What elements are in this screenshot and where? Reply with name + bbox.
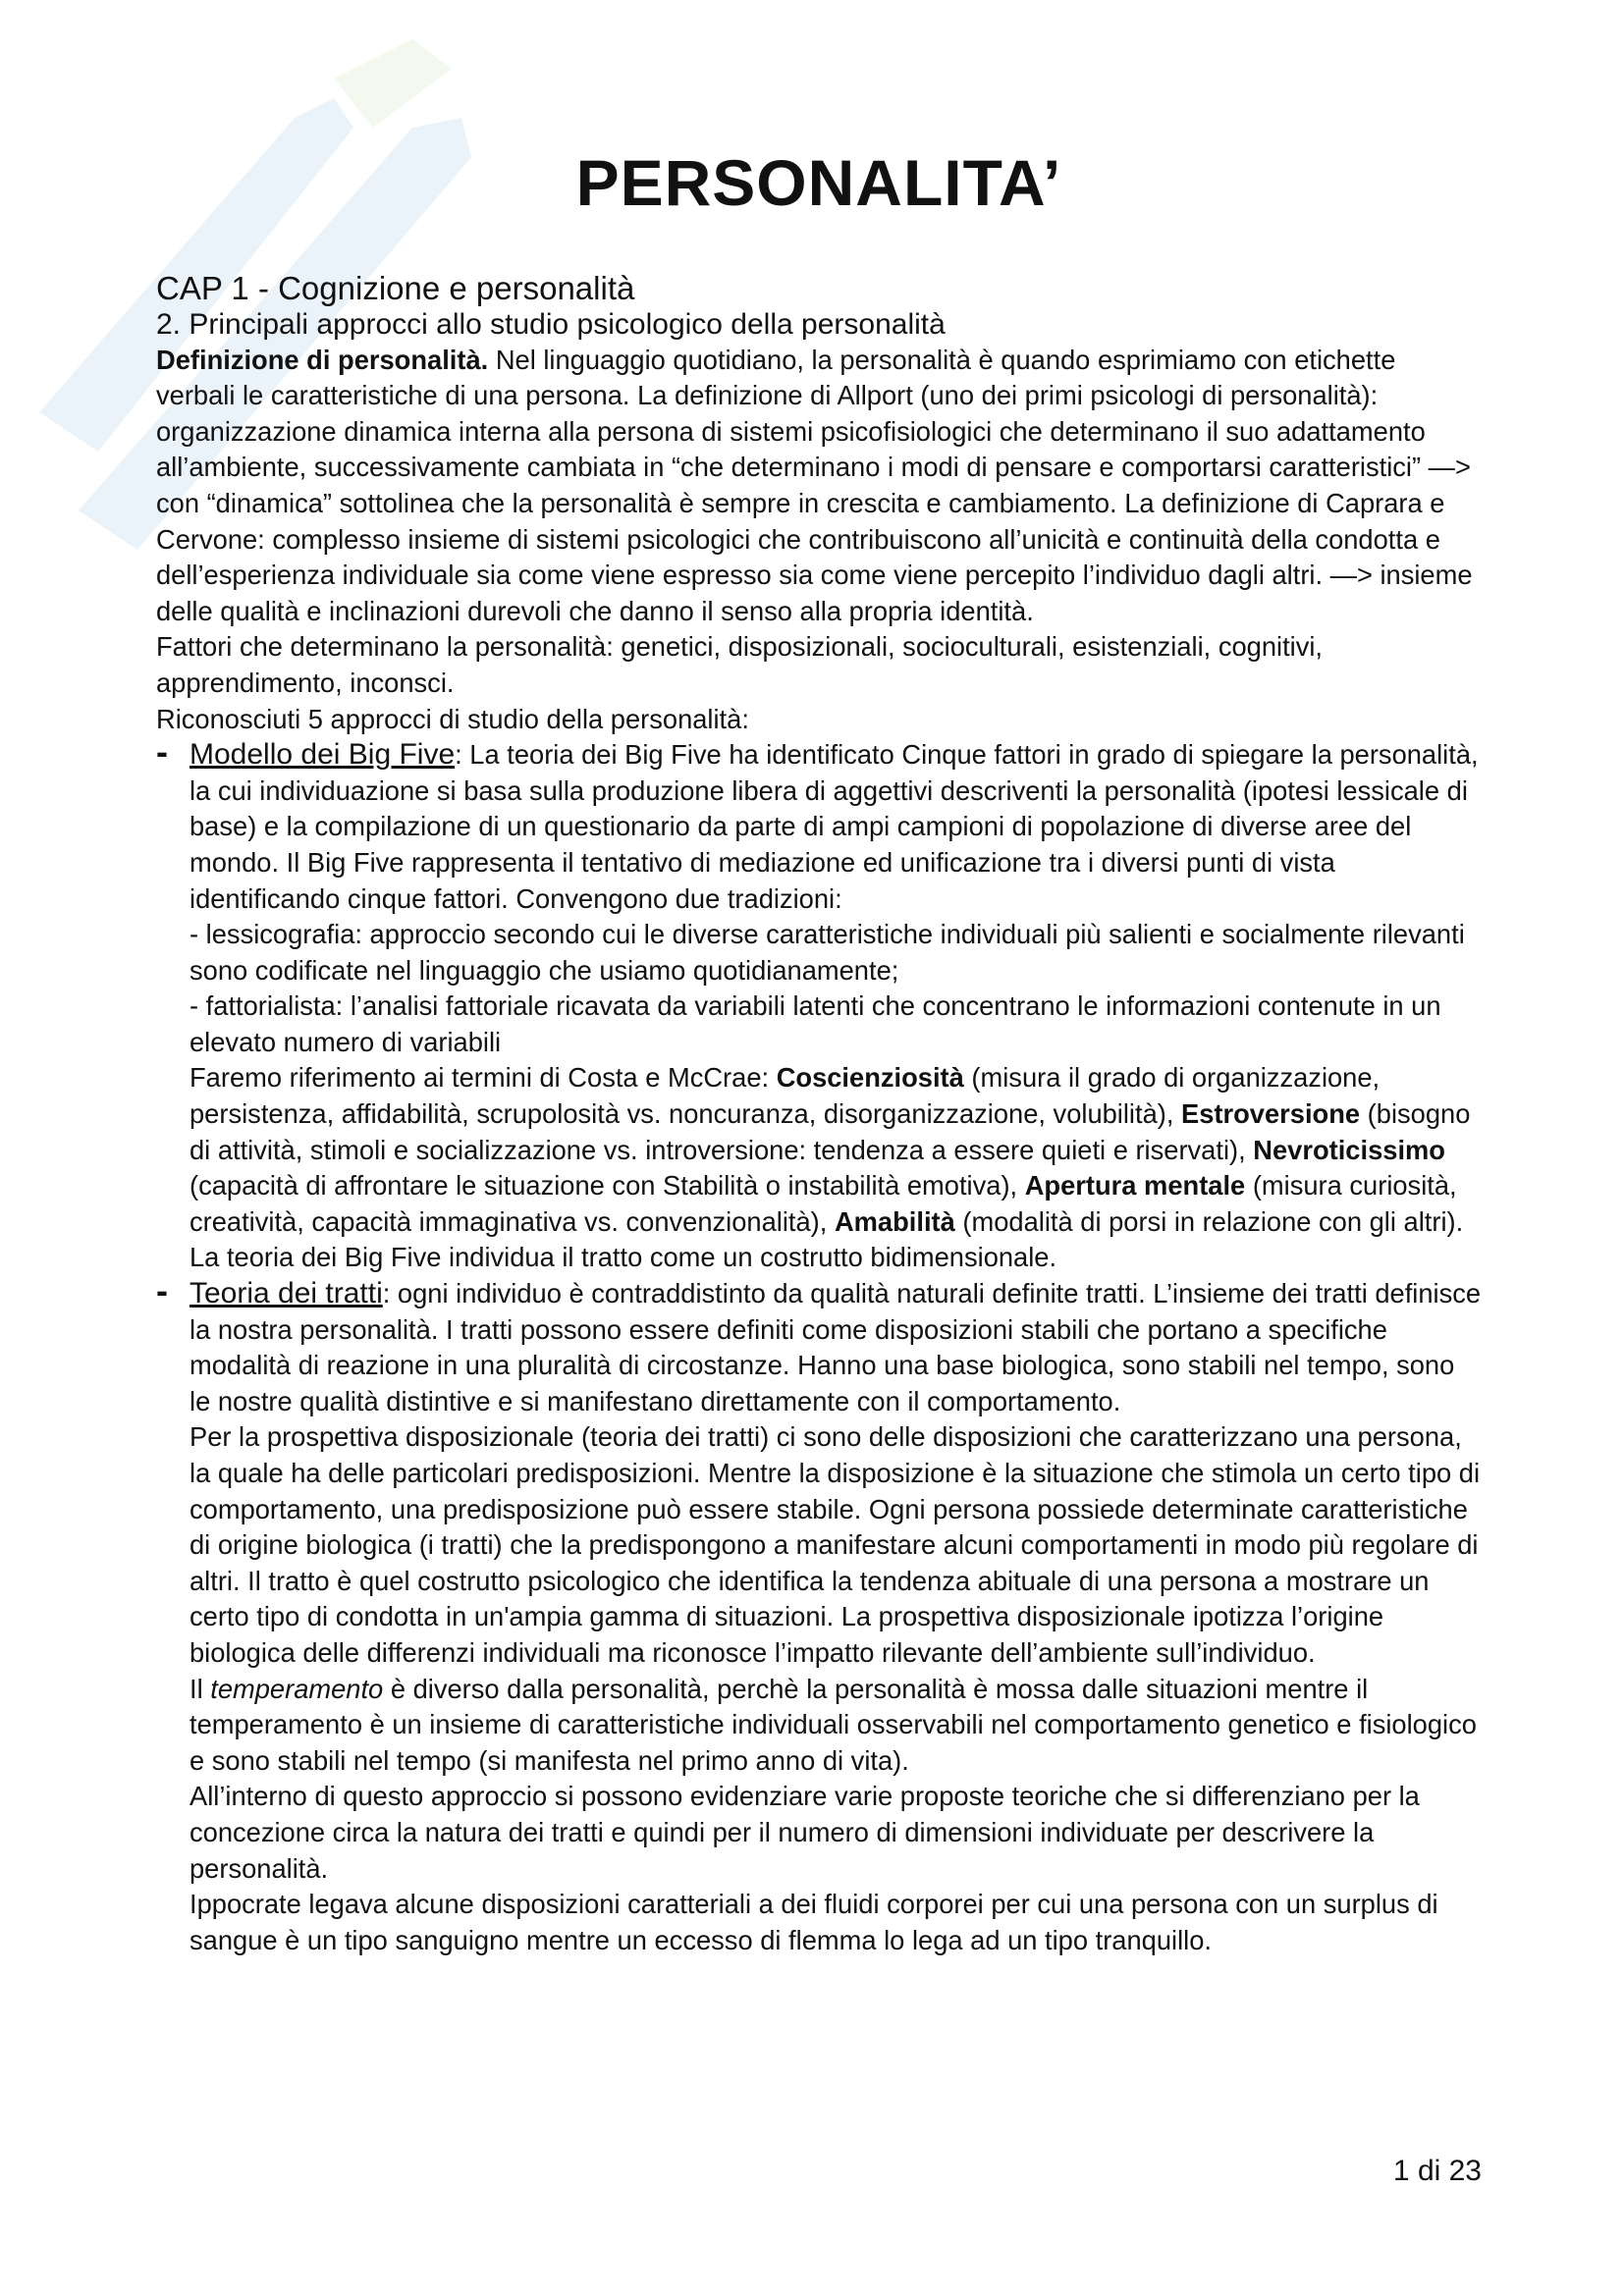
text-span: Il — [189, 1673, 211, 1704]
approaches-paragraph: Riconosciuti 5 approcci di studio della personalità: — [156, 703, 749, 734]
big-five-heading: Modello dei Big Five — [189, 738, 456, 772]
section-heading: 2. Principali approcci allo studio psicologico della personalità — [156, 307, 946, 341]
term-amabilita: Amabilità — [834, 1205, 955, 1237]
text-span: (misura curiosità, creatività, capacità immaginativa vs. convenzionalità), — [189, 1170, 1457, 1237]
fattorialista-item: - fattorialista: l’analisi fattoriale ricavata da variabili latenti che concentrano le informazioni contenute in un elevato numero di variabili — [189, 990, 1441, 1057]
big-five-bullet — [156, 731, 1482, 1276]
definition-text: Nel linguaggio quotidiano, la personalità è quando esprimiamo con etichette verbali le caratteristiche di una persona. La definizione di Allport (uno dei primi psicologi di personalità): organizzazione dinamica interna alla persona di sistemi psicofisiologici che determinano il suo adattamento all’ambiente, successivamente cambiata in “che determinano i modi di pensare e comportarsi caratteristici” —> con “dinamica” sottolinea che la personalità è sempre in crescita e cambiamento. La definizione di Caprara e Cervone: complesso insieme di sistemi psicologici che contribuiscono all’unicità e continuità della condotta e dell’esperienza individuale sia come viene espresso sia come viene percepito l’individuo dagli altri. —> insieme delle qualità e inclinazioni durevoli che danno il senso alla propria identità. — [156, 344, 1473, 626]
traits-intro — [189, 1276, 1482, 1419]
term-estroversione: Estroversione — [1181, 1098, 1361, 1130]
term-apertura-mentale: Apertura mentale — [1024, 1170, 1246, 1201]
dispositional-paragraph: Per la prospettiva disposizionale (teoria dei tratti) ci sono delle disposizioni che caratterizzano una persona, la quale ha delle particolari predisposizioni. Mentre la disposizione è la situazione che stimola un certo tipo di comportamento, una predisposizione può essere stabile. Ogni persona possiede determinate caratteristiche di origine biologica (i tratti) che la predispongono a manifestare alcuni comportamenti in modo più regolare di altri. Il tratto è quel costrutto psicologico che identifica la tendenza abituale di una persona a mostrare un certo tipo di condotta in un'ampia gamma di situazioni. La prospettiva disposizionale ipotizza l’origine biologica delle differenzi individuali ma riconosce l’impatto rilevante dell’ambiente sull’individuo. — [189, 1421, 1481, 1668]
temperament-paragraph — [189, 1672, 1482, 1780]
big-five-text: : La teoria dei Big Five ha identificato Cinque fattori in grado di spiegare la personalità, la cui individuazione si basa sulla produzione libera di aggettivi descriventi la personalità (ipotesi lessicale di base) e la compilazione di un questionario da parte di ampi campioni di popolazione di diverse aree del mondo. Il Big Five rappresenta il tentativo di mediazione ed unificazione tra i diversi punti di vista identificando cinque fattori. Convengono due tradizioni: — [189, 739, 1479, 914]
ippocrate-paragraph: Ippocrate legava alcune disposizioni caratteriali a dei fluidi corporei per cui una persona con un surplus di sangue è un tipo sanguigno mentre un eccesso di flemma lo lega ad un tipo tranquillo. — [189, 1889, 1438, 1955]
lessicografia-item: - lessicografia: approccio secondo cui le diverse caratteristiche individuali più salienti e socialmente rilevanti sono codificate nel linguaggio che usiamo quotidianamente; — [189, 919, 1465, 986]
approach-proposals-paragraph: All’interno di questo approccio si possono evidenziare varie proposte teoriche che si differenziano per la concezione circa la natura dei tratti e quindi per il numero di dimensioni individuate per descrivere la personalità. — [189, 1781, 1420, 1884]
text-span: (bisogno di attività, stimoli e socializzazione vs. introversione: tendenza a essere quieti e riservati), — [189, 1098, 1471, 1165]
document-page — [156, 147, 1482, 1958]
bullet-dash: - — [156, 1270, 168, 1311]
text-span: (capacità di affrontare le situazione con Stabilità o instabilità emotiva), — [189, 1170, 1025, 1201]
text-span: è diverso dalla personalità, perchè la personalità è mossa dalle situazioni mentre il temperamento è un insieme di caratteristiche individuali osservabili nel comportamento genetico e fisiologico e sono stabili nel tempo (si manifesta nel primo anno di vita). — [189, 1673, 1477, 1776]
text-span: Faremo riferimento ai termini di Costa e McCrae: — [189, 1062, 777, 1094]
costa-mccrae-paragraph — [189, 1060, 1482, 1276]
term-coscienziosita: Coscienziosità — [776, 1062, 964, 1094]
temperament-term: temperamento — [210, 1673, 384, 1704]
traits-text: : ogni individuo è contraddistinto da qualità naturali definite tratti. L’insieme dei tratti definisce la nostra personalità. I tratti possono essere definiti come disposizioni stabili che portano a specifiche modalità di reazione in una pluralità di circostanze. Hanno una base biologica, sono stabili nel tempo, sono le nostre qualità distintive e si manifestano direttamente con il comportamento. — [189, 1278, 1482, 1416]
text-span: (modalità di porsi in relazione con gli altri). La teoria dei Big Five individua il tratto come un costrutto bidimensionale. — [189, 1205, 1464, 1273]
text-span: (misura il grado di organizzazione, persistenza, affidabilità, scrupolosità vs. noncuranza, disorganizzazione, volubilità), — [189, 1062, 1380, 1130]
page-number: 1 di 23 — [1392, 2155, 1482, 2187]
term-nevroticismo: Nevroticissimo — [1253, 1134, 1445, 1165]
chapter-heading: CAP 1 - Cognizione e personalità — [156, 269, 635, 306]
factors-paragraph: Fattori che determinano la personalità: genetici, disposizionali, socioculturali, esistenziali, cognitivi, apprendimento, inconsci. — [156, 631, 1324, 698]
page-title: PERSONALITA’ — [575, 146, 1062, 219]
definition-paragraph — [156, 343, 1482, 630]
definition-label: Definizione di personalità. — [156, 344, 489, 375]
traits-bullet — [156, 1270, 1482, 1958]
big-five-intro — [189, 737, 1482, 917]
bullet-dash: - — [156, 731, 168, 773]
traits-heading: Teoria dei tratti — [189, 1277, 383, 1310]
